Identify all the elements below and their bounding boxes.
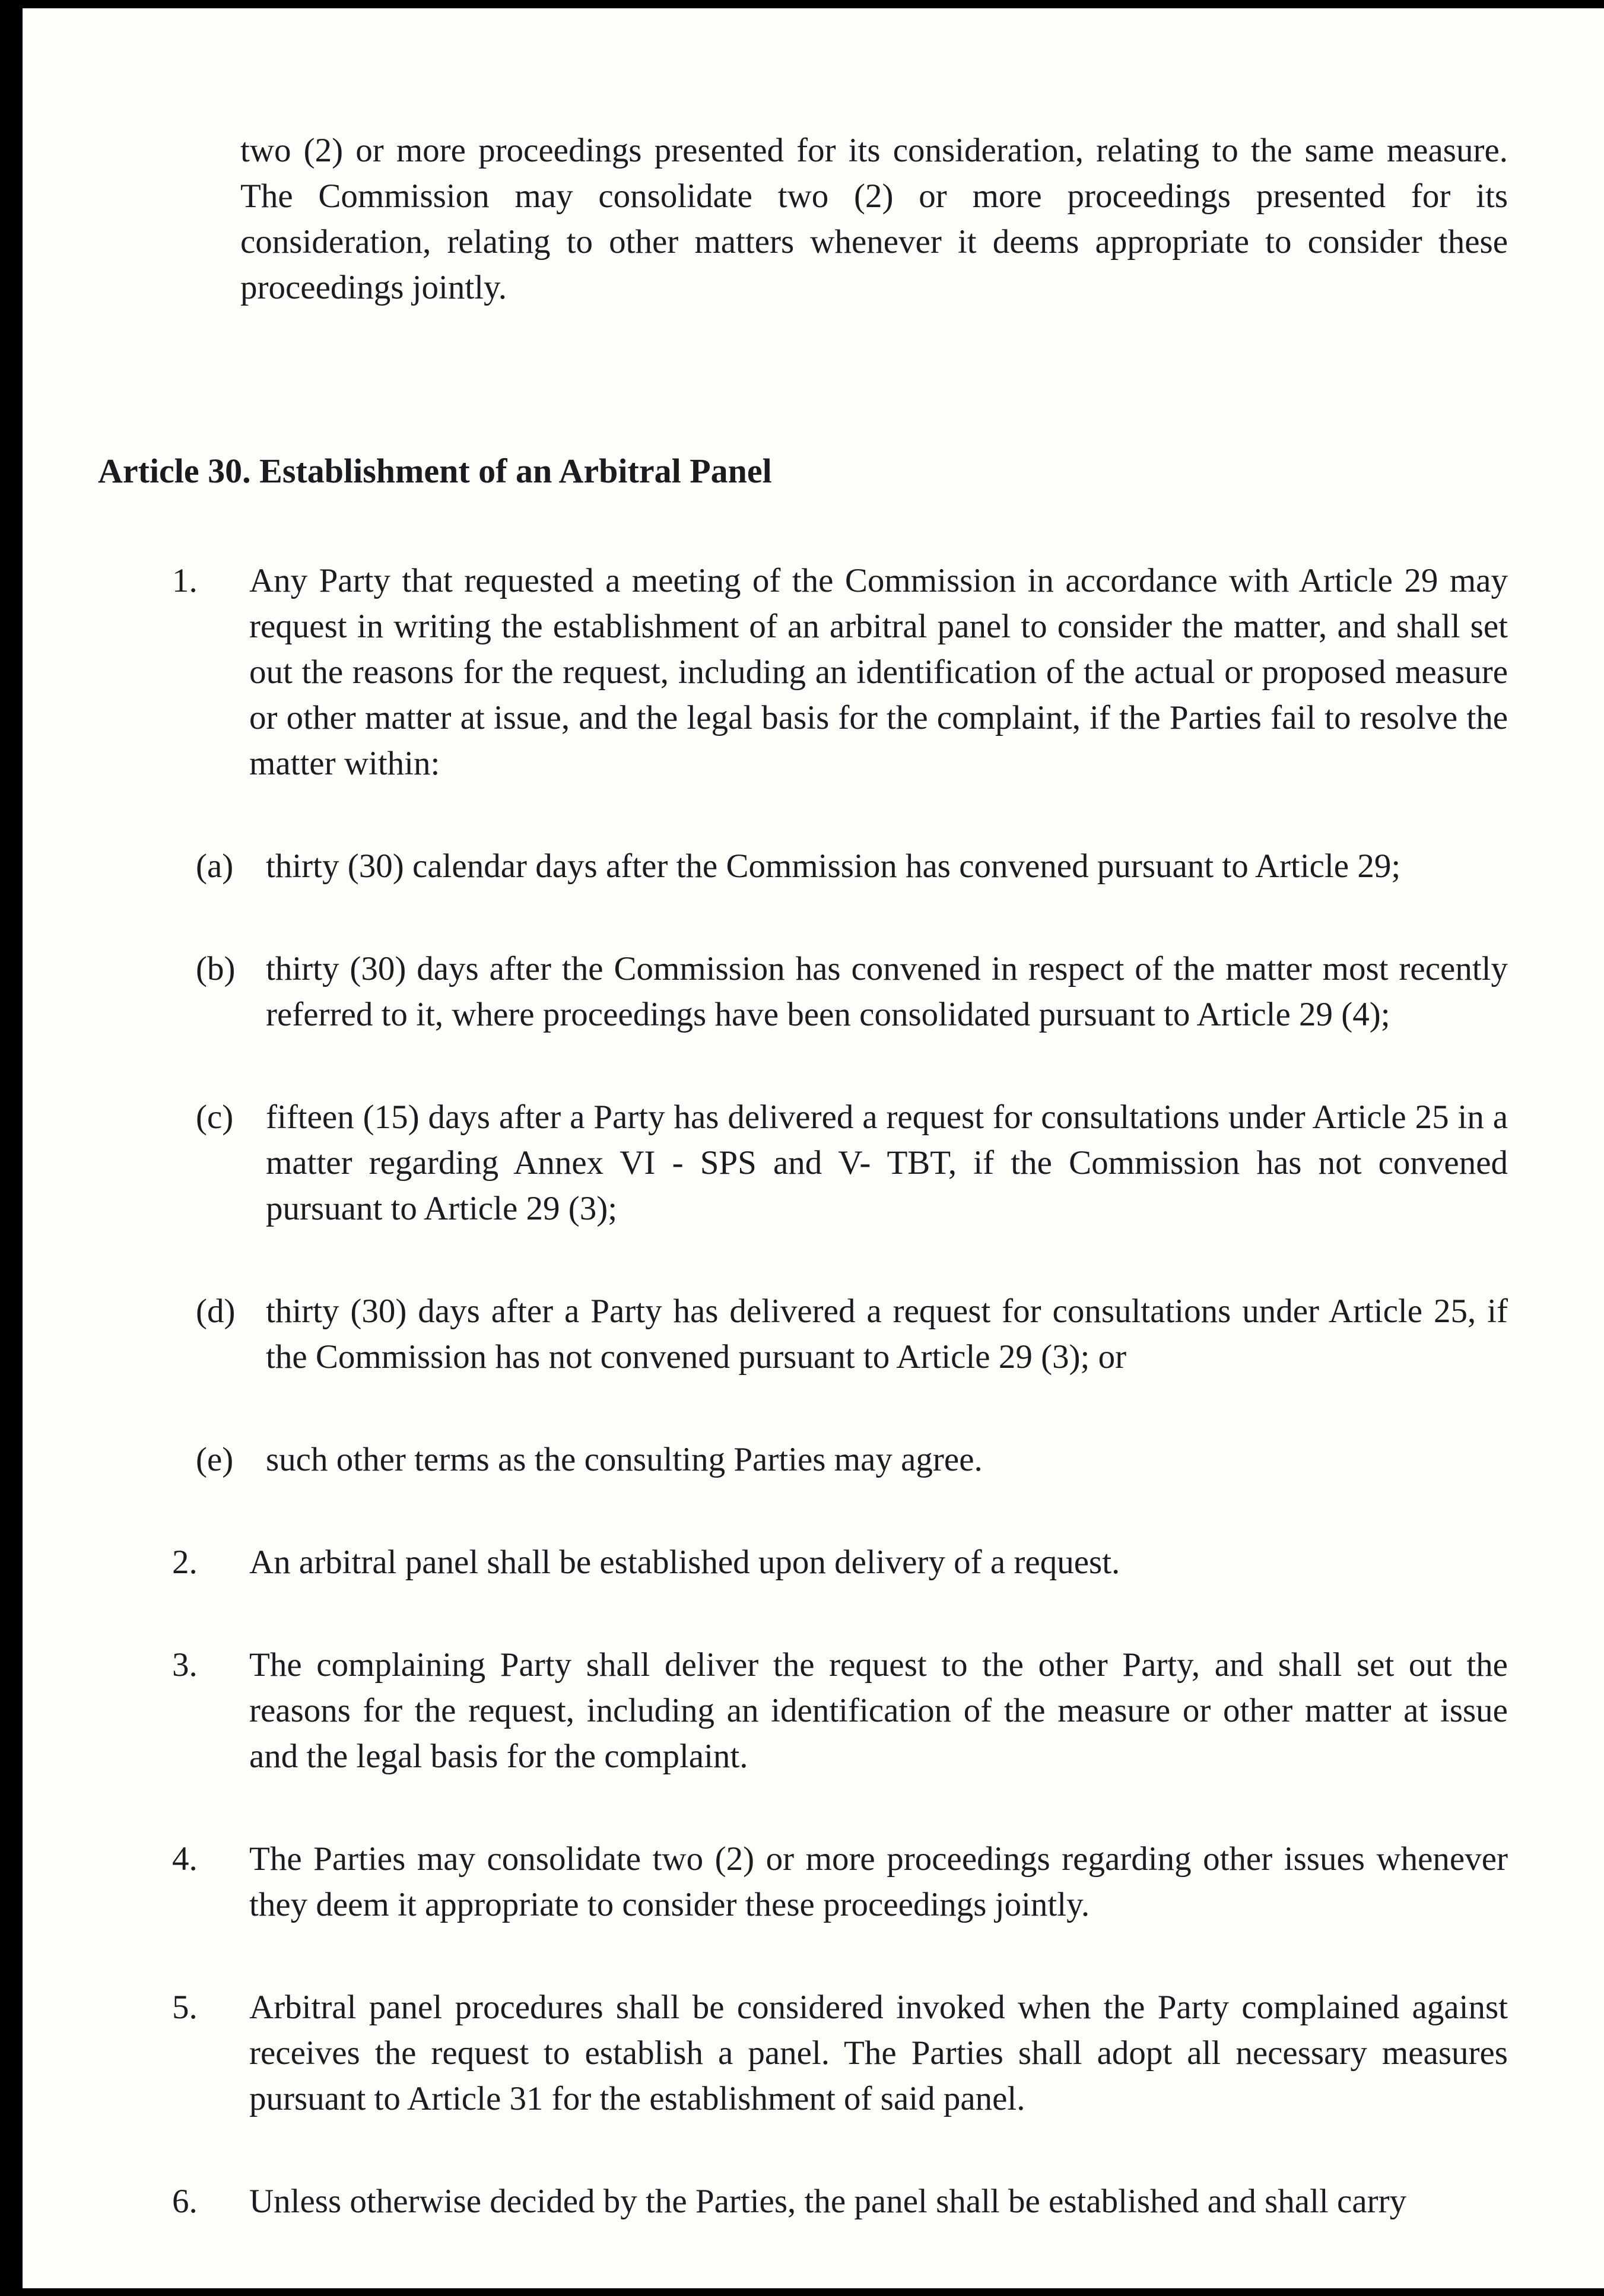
- sub-item-label: (d): [196, 1293, 236, 1330]
- sub-item-label: (b): [196, 950, 236, 987]
- document-content: [98, 128, 1508, 2224]
- sub-item-b: [196, 946, 1508, 1037]
- article-heading: Article 30. Establishment of an Arbitral Panel: [98, 452, 772, 490]
- scan-edge-left: [0, 0, 23, 2296]
- item-text: An arbitral panel shall be established upon delivery of a request.: [249, 1544, 1120, 1581]
- sub-item-text: such other terms as the consulting Parties may agree.: [266, 1441, 983, 1478]
- sub-item-a: [196, 843, 1508, 889]
- item-text: Unless otherwise decided by the Parties, the panel shall be established and shall carry: [249, 2183, 1407, 2220]
- numbered-item-4: [172, 1836, 1508, 1927]
- sub-item-label: (c): [196, 1098, 234, 1136]
- scan-edge-bottom: [0, 2288, 1604, 2296]
- sub-item-e: [196, 1437, 1508, 1482]
- numbered-item-2: [172, 1539, 1508, 1585]
- item-number: 1.: [172, 562, 198, 599]
- sub-item-text: thirty (30) days after the Commission has convened in respect of the matter most recently referred to it, where proceedings have been consolidated pursuant to Article 29 (4);: [266, 950, 1508, 1033]
- sub-item-text: thirty (30) days after a Party has delivered a request for consultations under Article 25, if the Commission has not convened pursuant to Article 29 (3); or: [266, 1293, 1508, 1376]
- sub-item-label: (a): [196, 847, 234, 885]
- sub-item-text: fifteen (15) days after a Party has delivered a request for consultations under Article 25 in a matter regarding Annex VI - SPS and V- TBT, if the Commission has not convened pursuant to Article 29 (3);: [266, 1098, 1508, 1227]
- sub-item-label: (e): [196, 1441, 234, 1478]
- numbered-item-6: [172, 2178, 1508, 2224]
- item-number: 6.: [172, 2183, 198, 2220]
- sub-item-c: [196, 1094, 1508, 1231]
- item-number: 3.: [172, 1646, 198, 1684]
- numbered-item-1: [172, 558, 1508, 786]
- intro-paragraph: two (2) or more proceedings presented for its consideration, relating to the same measure. The Commission may consolidate two (2) or more proceedings presented for its consideration, relating to other matters whenever it deems appropriate to consider these proceedings jointly.: [240, 132, 1508, 306]
- item-text: Any Party that requested a meeting of the Commission in accordance with Article 29 may request in writing the establishment of an arbitral panel to consider the matter, and shall set out the reasons for the request, including an identification of the actual or proposed measure or other matter at issue, and the legal basis for the complaint, if the Parties fail to resolve the matter within:: [249, 562, 1508, 782]
- item-text: The Parties may consolidate two (2) or more proceedings regarding other issues whenever they deem it appropriate to consider these proceedings jointly.: [249, 1840, 1508, 1923]
- item-number: 5.: [172, 1989, 198, 2026]
- item-text: The complaining Party shall deliver the request to the other Party, and shall set out the reasons for the request, including an identification of the measure or other matter at issue and the legal basis for the complaint.: [249, 1646, 1508, 1775]
- sub-item-d: [196, 1288, 1508, 1380]
- scan-edge-top: [0, 0, 1604, 8]
- numbered-item-5: [172, 1984, 1508, 2122]
- numbered-item-3: [172, 1642, 1508, 1779]
- item-text: Arbitral panel procedures shall be considered invoked when the Party complained against receives the request to establish a panel. The Parties shall adopt all necessary measures pursuant to Article 31 for the establishment of said panel.: [249, 1989, 1508, 2117]
- item-number: 2.: [172, 1544, 198, 1581]
- item-number: 4.: [172, 1840, 198, 1878]
- sub-item-text: thirty (30) calendar days after the Commission has convened pursuant to Article 29;: [266, 847, 1401, 885]
